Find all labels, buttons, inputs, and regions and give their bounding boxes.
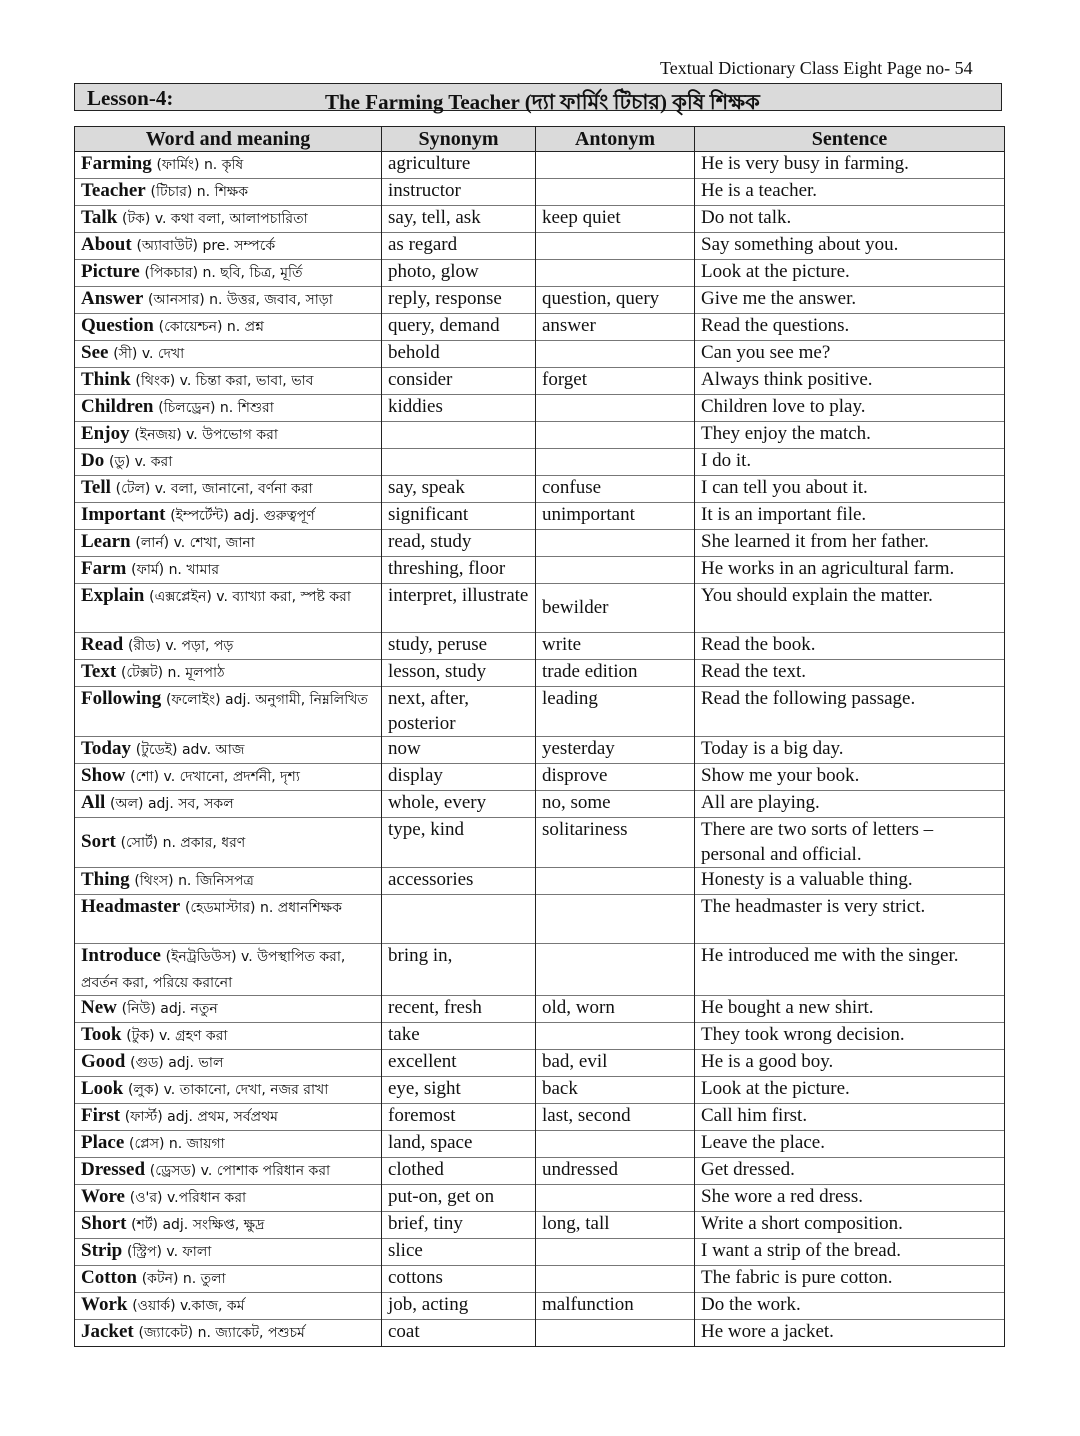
word-meaning: (এক্সপ্লেইন) v. ব্যাখ্যা করা, স্পষ্ট করা xyxy=(149,589,351,605)
sentence-cell: Get dressed. xyxy=(695,1158,1005,1185)
antonym-cell xyxy=(536,449,695,476)
word-text: Talk xyxy=(81,207,118,228)
word-cell xyxy=(75,584,382,633)
antonym-cell: solitariness xyxy=(536,818,695,868)
word-meaning: (ফার্স্ট) adj. প্রথম, সর্বপ্রথম xyxy=(124,1109,278,1125)
word-cell xyxy=(75,260,382,287)
antonym-cell: old, worn xyxy=(536,996,695,1023)
table-row xyxy=(75,1266,1005,1293)
word-cell xyxy=(75,895,382,944)
table-row xyxy=(75,179,1005,206)
antonym-cell xyxy=(536,341,695,368)
word-text: Dressed xyxy=(81,1159,146,1180)
sentence-cell: Show me your book. xyxy=(695,764,1005,791)
word-cell xyxy=(75,1023,382,1050)
table-row xyxy=(75,503,1005,530)
word-meaning: (টুক) v. গ্রহণ করা xyxy=(126,1028,228,1044)
table-row xyxy=(75,422,1005,449)
synonym-cell xyxy=(382,422,536,449)
sentence-cell: They enjoy the match. xyxy=(695,422,1005,449)
word-cell xyxy=(75,737,382,764)
word-text: Introduce xyxy=(81,945,161,966)
synonym-cell: interpret, illustrate xyxy=(382,584,536,633)
synonym-cell: say, tell, ask xyxy=(382,206,536,233)
synonym-cell xyxy=(382,895,536,944)
word-text: Learn xyxy=(81,531,131,552)
word-text: Teacher xyxy=(81,180,146,201)
synonym-cell: behold xyxy=(382,341,536,368)
sentence-cell: Do not talk. xyxy=(695,206,1005,233)
word-meaning: (প্লেস) n. জায়গা xyxy=(129,1136,225,1152)
synonym-cell: coat xyxy=(382,1320,536,1347)
antonym-cell: long, tall xyxy=(536,1212,695,1239)
word-text: About xyxy=(81,234,132,255)
synonym-cell: reply, response xyxy=(382,287,536,314)
sentence-cell: They took wrong decision. xyxy=(695,1023,1005,1050)
word-text: First xyxy=(81,1105,121,1126)
word-cell xyxy=(75,1320,382,1347)
word-meaning: (টুডেই) adv. আজ xyxy=(135,742,245,758)
word-cell xyxy=(75,1239,382,1266)
page-header: Textual Dictionary Class Eight Page no- 54 xyxy=(660,58,973,78)
word-cell xyxy=(75,233,382,260)
synonym-cell: accessories xyxy=(382,868,536,895)
word-text: Question xyxy=(81,315,154,336)
lesson-bar xyxy=(74,83,1002,114)
antonym-cell xyxy=(536,233,695,260)
table-row xyxy=(75,233,1005,260)
sentence-cell: Always think positive. xyxy=(695,368,1005,395)
synonym-cell: as regard xyxy=(382,233,536,260)
antonym-cell: trade edition xyxy=(536,660,695,687)
sentence-cell: She wore a red dress. xyxy=(695,1185,1005,1212)
word-text: Jacket xyxy=(81,1321,134,1342)
word-meaning: (কোয়েশ্চন) n. প্রশ্ন xyxy=(158,319,264,335)
word-cell xyxy=(75,791,382,818)
word-meaning: (হেডমাস্টার) n. প্রধানশিক্ষক xyxy=(184,900,342,916)
antonym-cell: answer xyxy=(536,314,695,341)
word-meaning: (লার্ন) v. শেখা, জানা xyxy=(135,535,255,551)
synonym-cell: brief, tiny xyxy=(382,1212,536,1239)
table-row xyxy=(75,633,1005,660)
sentence-cell: He is a teacher. xyxy=(695,179,1005,206)
word-cell xyxy=(75,687,382,737)
word-meaning: (শো) v. দেখানো, প্রদর্শনী, দৃশ্য xyxy=(130,769,300,785)
word-cell xyxy=(75,1293,382,1320)
word-text: Work xyxy=(81,1294,128,1315)
word-cell xyxy=(75,179,382,206)
word-meaning: (রীড) v. পড়া, পড় xyxy=(127,638,234,654)
word-cell xyxy=(75,341,382,368)
word-cell xyxy=(75,633,382,660)
lesson-label: Lesson-4: xyxy=(87,86,174,110)
word-cell xyxy=(75,557,382,584)
sentence-cell: Can you see me? xyxy=(695,341,1005,368)
sentence-cell: He wore a jacket. xyxy=(695,1320,1005,1347)
word-meaning: (অল) adj. সব, সকল xyxy=(110,796,234,812)
word-meaning: (কটন) n. তুলা xyxy=(141,1271,226,1287)
word-text: Answer xyxy=(81,288,144,309)
sentence-cell: Give me the answer. xyxy=(695,287,1005,314)
antonym-cell: last, second xyxy=(536,1104,695,1131)
synonym-cell: query, demand xyxy=(382,314,536,341)
synonym-cell: recent, fresh xyxy=(382,996,536,1023)
table-row xyxy=(75,1104,1005,1131)
antonym-cell: question, query xyxy=(536,287,695,314)
word-cell xyxy=(75,503,382,530)
table-row xyxy=(75,395,1005,422)
antonym-cell xyxy=(536,395,695,422)
word-cell xyxy=(75,1050,382,1077)
synonym-cell: read, study xyxy=(382,530,536,557)
table-row xyxy=(75,1050,1005,1077)
sentence-cell: He introduced me with the singer. xyxy=(695,944,1005,996)
word-text: Short xyxy=(81,1213,127,1234)
table-row xyxy=(75,1023,1005,1050)
table-row xyxy=(75,287,1005,314)
word-meaning: (ইনট্রডিউস) v. উপস্থাপিত করা, প্রবর্তন করা, পরিয়ে করানো xyxy=(81,949,346,991)
table-row xyxy=(75,791,1005,818)
word-text: Do xyxy=(81,450,105,471)
table-row xyxy=(75,557,1005,584)
sentence-cell: Look at the picture. xyxy=(695,1077,1005,1104)
word-meaning: (ওয়ার্ক) v.কাজ, কর্ম xyxy=(132,1298,245,1314)
table-row xyxy=(75,476,1005,503)
word-cell xyxy=(75,1131,382,1158)
antonym-cell xyxy=(536,260,695,287)
word-text: Place xyxy=(81,1132,125,1153)
sentence-cell: He works in an agricultural farm. xyxy=(695,557,1005,584)
table-header-row xyxy=(75,127,1005,152)
word-meaning: (ফার্ম) n. খামার xyxy=(131,562,220,578)
word-cell xyxy=(75,1185,382,1212)
antonym-cell xyxy=(536,895,695,944)
antonym-cell: back xyxy=(536,1077,695,1104)
word-meaning: (টেক্সট) n. মূলপাঠ xyxy=(120,665,225,681)
word-text: See xyxy=(81,342,109,363)
word-cell xyxy=(75,152,382,179)
sentence-cell: Read the questions. xyxy=(695,314,1005,341)
synonym-cell: job, acting xyxy=(382,1293,536,1320)
sentence-cell: Leave the place. xyxy=(695,1131,1005,1158)
antonym-cell xyxy=(536,557,695,584)
word-cell xyxy=(75,1212,382,1239)
word-meaning: (টেল) v. বলা, জানানো, বর্ণনা করা xyxy=(115,481,313,497)
word-meaning: (সোর্ট) n. প্রকার, ধরণ xyxy=(120,834,246,851)
word-text: Cotton xyxy=(81,1267,137,1288)
antonym-cell: keep quiet xyxy=(536,206,695,233)
table-row xyxy=(75,764,1005,791)
antonym-cell: no, some xyxy=(536,791,695,818)
table-row xyxy=(75,895,1005,944)
word-text: All xyxy=(81,792,106,813)
word-cell xyxy=(75,818,382,868)
sentence-cell: He is a good boy. xyxy=(695,1050,1005,1077)
word-cell xyxy=(75,764,382,791)
synonym-cell: study, peruse xyxy=(382,633,536,660)
sentence-cell: I do it. xyxy=(695,449,1005,476)
word-text: Sort xyxy=(81,830,116,852)
word-cell xyxy=(75,944,382,996)
word-text: Headmaster xyxy=(81,896,181,917)
synonym-cell: display xyxy=(382,764,536,791)
word-meaning: (থিংক) v. চিন্তা করা, ভাবা, ভাব xyxy=(135,373,314,389)
synonym-cell: cottons xyxy=(382,1266,536,1293)
table-row xyxy=(75,1185,1005,1212)
vocabulary-table xyxy=(74,126,1005,1347)
word-cell xyxy=(75,314,382,341)
word-text: Important xyxy=(81,504,166,525)
word-meaning: (লুক) v. তাকানো, দেখা, নজর রাখা xyxy=(128,1082,329,1098)
antonym-cell xyxy=(536,868,695,895)
table-row xyxy=(75,584,1005,633)
word-cell xyxy=(75,395,382,422)
table-row xyxy=(75,314,1005,341)
word-text: Read xyxy=(81,634,124,655)
synonym-cell: instructor xyxy=(382,179,536,206)
table-row xyxy=(75,996,1005,1023)
word-text: Tell xyxy=(81,477,111,498)
word-meaning: (ও'র) v.পরিধান করা xyxy=(129,1190,247,1206)
table-row xyxy=(75,737,1005,764)
column-header-sentence: Sentence xyxy=(695,127,1005,152)
sentence-cell: I can tell you about it. xyxy=(695,476,1005,503)
word-meaning: (সী) v. দেখা xyxy=(113,346,185,362)
word-text: Strip xyxy=(81,1240,123,1261)
sentence-cell: She learned it from her father. xyxy=(695,530,1005,557)
antonym-cell xyxy=(536,1239,695,1266)
word-meaning: (অ্যাবাউট) pre. সম্পর্কে xyxy=(136,238,276,254)
word-cell xyxy=(75,1158,382,1185)
antonym-cell xyxy=(536,179,695,206)
sentence-cell: Do the work. xyxy=(695,1293,1005,1320)
table-row xyxy=(75,1158,1005,1185)
sentence-cell: Today is a big day. xyxy=(695,737,1005,764)
word-text: Thing xyxy=(81,869,130,890)
antonym-cell: disprove xyxy=(536,764,695,791)
sentence-cell: Children love to play. xyxy=(695,395,1005,422)
word-meaning: (টক) v. কথা বলা, আলাপচারিতা xyxy=(122,211,308,227)
antonym-cell xyxy=(536,1266,695,1293)
word-meaning: (ইম্পর্টেন্ট) adj. গুরুত্বপূর্ণ xyxy=(170,508,315,524)
word-meaning: (ফলোইং) adj. অনুগামী, নিম্নলিখিত xyxy=(165,692,368,708)
word-meaning: (শর্ট) adj. সংক্ষিপ্ত, ক্ষুদ্র xyxy=(131,1217,265,1233)
synonym-cell: whole, every xyxy=(382,791,536,818)
sentence-cell: Read the book. xyxy=(695,633,1005,660)
table-row xyxy=(75,341,1005,368)
synonym-cell: lesson, study xyxy=(382,660,536,687)
synonym-cell: consider xyxy=(382,368,536,395)
synonym-cell: clothed xyxy=(382,1158,536,1185)
word-text: Text xyxy=(81,661,117,682)
synonym-cell: bring in, xyxy=(382,944,536,996)
antonym-cell xyxy=(536,944,695,996)
word-cell xyxy=(75,996,382,1023)
table-row xyxy=(75,868,1005,895)
word-text: Following xyxy=(81,688,162,709)
table-row xyxy=(75,818,1005,868)
antonym-cell xyxy=(536,152,695,179)
word-text: Good xyxy=(81,1051,126,1072)
sentence-cell: Read the following passage. xyxy=(695,687,1005,737)
synonym-cell: land, space xyxy=(382,1131,536,1158)
antonym-cell: unimportant xyxy=(536,503,695,530)
synonym-cell: put-on, get on xyxy=(382,1185,536,1212)
synonym-cell: type, kind xyxy=(382,818,536,868)
word-cell xyxy=(75,1266,382,1293)
word-text: Explain xyxy=(81,585,145,606)
antonym-cell: leading xyxy=(536,687,695,737)
column-header-synonym: Synonym xyxy=(382,127,536,152)
word-cell xyxy=(75,660,382,687)
sentence-cell: Call him first. xyxy=(695,1104,1005,1131)
word-text: Children xyxy=(81,396,154,417)
table-row xyxy=(75,530,1005,557)
sentence-cell: I want a strip of the bread. xyxy=(695,1239,1005,1266)
synonym-cell: significant xyxy=(382,503,536,530)
antonym-cell: bewilder xyxy=(536,584,695,633)
table-row xyxy=(75,260,1005,287)
word-meaning: (থিংস) n. জিনিসপত্র xyxy=(134,873,254,889)
synonym-cell: eye, sight xyxy=(382,1077,536,1104)
antonym-cell: yesterday xyxy=(536,737,695,764)
antonym-cell: undressed xyxy=(536,1158,695,1185)
antonym-cell: bad, evil xyxy=(536,1050,695,1077)
table-row xyxy=(75,449,1005,476)
word-cell xyxy=(75,287,382,314)
word-meaning: (জ্যাকেট) n. জ্যাকেট, পশুচর্ম xyxy=(138,1325,305,1341)
word-text: Wore xyxy=(81,1186,125,1207)
table-row xyxy=(75,687,1005,737)
antonym-cell: confuse xyxy=(536,476,695,503)
table-row xyxy=(75,1320,1005,1347)
table-row xyxy=(75,1212,1005,1239)
word-text: Picture xyxy=(81,261,140,282)
table-row xyxy=(75,1239,1005,1266)
lesson-title: The Farming Teacher (দ্যা ফার্মিং টিচার) কৃষি শিক্ষক xyxy=(325,90,760,114)
table-row xyxy=(75,660,1005,687)
column-header-antonym: Antonym xyxy=(536,127,695,152)
sentence-cell: Write a short composition. xyxy=(695,1212,1005,1239)
synonym-cell: threshing, floor xyxy=(382,557,536,584)
word-cell xyxy=(75,368,382,395)
table-row xyxy=(75,1293,1005,1320)
antonym-cell xyxy=(536,530,695,557)
synonym-cell: next, after, posterior xyxy=(382,687,536,737)
sentence-cell: There are two sorts of letters – personal and official. xyxy=(695,818,1005,868)
word-meaning: (আনসার) n. উত্তর, জবাব, সাড়া xyxy=(148,292,333,308)
sentence-cell: Say something about you. xyxy=(695,233,1005,260)
synonym-cell: slice xyxy=(382,1239,536,1266)
word-meaning: (পিকচার) n. ছবি, চিত্র, মূর্তি xyxy=(144,265,303,281)
sentence-cell: You should explain the matter. xyxy=(695,584,1005,633)
word-cell xyxy=(75,1104,382,1131)
synonym-cell: agriculture xyxy=(382,152,536,179)
word-meaning: (গুড) adj. ভাল xyxy=(130,1055,224,1071)
word-text: Enjoy xyxy=(81,423,130,444)
synonym-cell: now xyxy=(382,737,536,764)
word-meaning: (ইনজয়) v. উপভোগ করা xyxy=(134,427,278,443)
sentence-cell: It is an important file. xyxy=(695,503,1005,530)
table-row xyxy=(75,1077,1005,1104)
synonym-cell: take xyxy=(382,1023,536,1050)
table-row xyxy=(75,1131,1005,1158)
word-meaning: (ডু) v. করা xyxy=(108,454,173,470)
sentence-cell: The headmaster is very strict. xyxy=(695,895,1005,944)
antonym-cell xyxy=(536,422,695,449)
word-text: Farm xyxy=(81,558,127,579)
word-cell xyxy=(75,422,382,449)
table-row xyxy=(75,152,1005,179)
word-text: New xyxy=(81,997,117,1018)
sentence-cell: The fabric is pure cotton. xyxy=(695,1266,1005,1293)
word-text: Show xyxy=(81,765,126,786)
word-cell xyxy=(75,449,382,476)
word-meaning: (টিচার) n. শিক্ষক xyxy=(150,184,249,200)
word-meaning: (ড্রেসড) v. পোশাক পরিধান করা xyxy=(149,1163,331,1179)
word-cell xyxy=(75,1077,382,1104)
column-header-word: Word and meaning xyxy=(75,127,382,152)
antonym-cell: malfunction xyxy=(536,1293,695,1320)
sentence-cell: He is very busy in farming. xyxy=(695,152,1005,179)
antonym-cell xyxy=(536,1131,695,1158)
antonym-cell xyxy=(536,1023,695,1050)
word-text: Think xyxy=(81,369,131,390)
sentence-cell: Read the text. xyxy=(695,660,1005,687)
word-text: Took xyxy=(81,1024,122,1045)
word-text: Today xyxy=(81,738,131,759)
antonym-cell xyxy=(536,1320,695,1347)
synonym-cell: kiddies xyxy=(382,395,536,422)
word-meaning: (ফার্মিং) n. কৃষি xyxy=(156,157,244,173)
antonym-cell: write xyxy=(536,633,695,660)
word-cell xyxy=(75,868,382,895)
synonym-cell: say, speak xyxy=(382,476,536,503)
word-cell xyxy=(75,206,382,233)
word-text: Farming xyxy=(81,153,152,174)
antonym-cell: forget xyxy=(536,368,695,395)
synonym-cell: foremost xyxy=(382,1104,536,1131)
table-row xyxy=(75,368,1005,395)
sentence-cell: Honesty is a valuable thing. xyxy=(695,868,1005,895)
word-cell xyxy=(75,476,382,503)
sentence-cell: He bought a new shirt. xyxy=(695,996,1005,1023)
word-cell xyxy=(75,530,382,557)
word-meaning: (নিউ) adj. নতুন xyxy=(121,1001,218,1017)
table-row xyxy=(75,944,1005,996)
word-meaning: (চিলড্রেন) n. শিশুরা xyxy=(158,400,274,416)
synonym-cell: excellent xyxy=(382,1050,536,1077)
sentence-cell: All are playing. xyxy=(695,791,1005,818)
antonym-cell xyxy=(536,1185,695,1212)
word-meaning: (স্ট্রিপ) v. ফালা xyxy=(126,1244,212,1260)
table-row xyxy=(75,206,1005,233)
word-text: Look xyxy=(81,1078,124,1099)
sentence-cell: Look at the picture. xyxy=(695,260,1005,287)
synonym-cell xyxy=(382,449,536,476)
synonym-cell: photo, glow xyxy=(382,260,536,287)
